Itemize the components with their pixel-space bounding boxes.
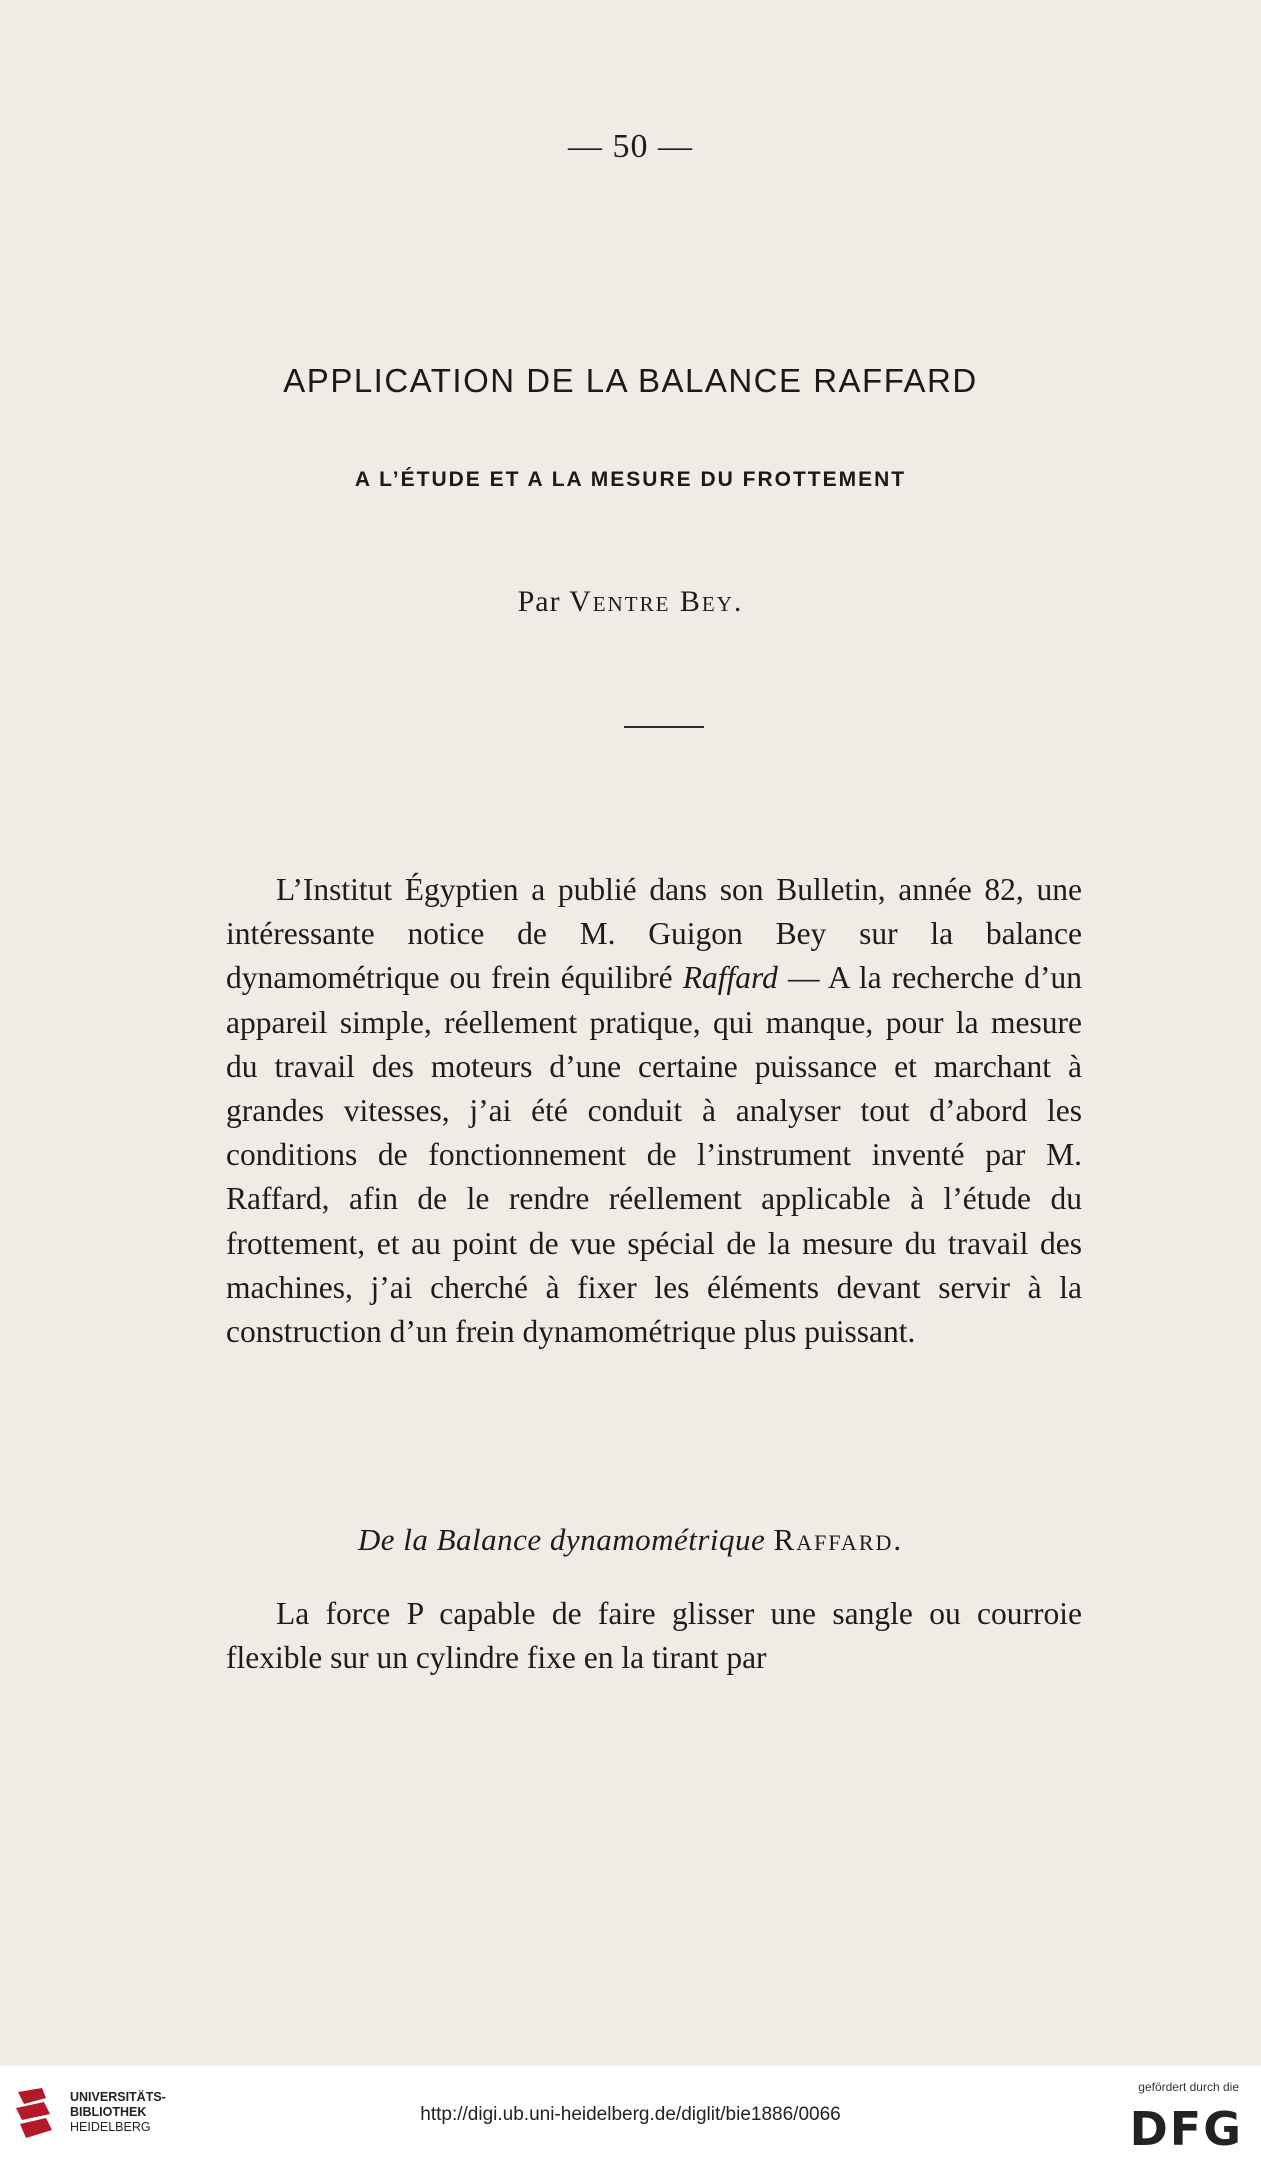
author-line [0, 585, 1261, 619]
section-heading [0, 1522, 1261, 1558]
library-name-line-1: UNIVERSITÄTS- [70, 2090, 166, 2104]
article-subtitle: A L’ÉTUDE ET A LA MESURE DU FROTTEMENT [354, 468, 907, 491]
library-name-line-2: BIBLIOTHEK [70, 2105, 147, 2119]
section-heading-name: Raffard. [773, 1522, 904, 1557]
author-prefix: Par [517, 585, 570, 618]
library-name-line-3: HEIDELBERG [70, 2120, 151, 2134]
section-heading-italic: De la Balance dynamométrique [357, 1522, 774, 1557]
body-paragraph-2: La force P capable de faire glisser une sangle ou courroie flexible sur un cylindre fixe en la tirant par [226, 1596, 1082, 1676]
funding-note: gefördert durch die [1138, 2080, 1239, 2094]
italic-name: Raffard [682, 960, 778, 996]
section-divider [624, 726, 704, 728]
body-paragraph-1 [226, 868, 1082, 1354]
dfg-logo: DFG [1129, 2102, 1243, 2156]
paragraph-text-end: — A la recherche d’un appareil simple, réellement pratique, qui manque, pour la mesure du travail des moteurs d’une certaine puissance et marchant à grandes vitesses, j’ai été conduit à analyser tout d’abord les conditions de fonctionnement de l’instrument inventé par M. Raffard, afin de le rendre réellement applicable à l’étude du frottement, et au point de vue spécial de la mesure du travail des machines, j’ai cherché à fixer les éléments devant servir à la construction d’un frein dynamométrique plus puissant. [226, 960, 1082, 1350]
digitization-footer [0, 2066, 1261, 2160]
page-number: — 50 — [568, 128, 693, 165]
permalink-url[interactable]: http://digi.ub.uni-heidelberg.de/diglit/bie1886/0066 [420, 2104, 841, 2125]
author-name: Ventre Bey. [569, 585, 744, 618]
article-title: APPLICATION DE LA BALANCE RAFFARD [283, 362, 978, 399]
paragraph-text-start: L’Institut Égyptien a publié dans son Bulletin, année 82, une intéressante notice de M. Guigon Bey sur la balance dynamométrique ou frein équilibré [226, 872, 1082, 996]
